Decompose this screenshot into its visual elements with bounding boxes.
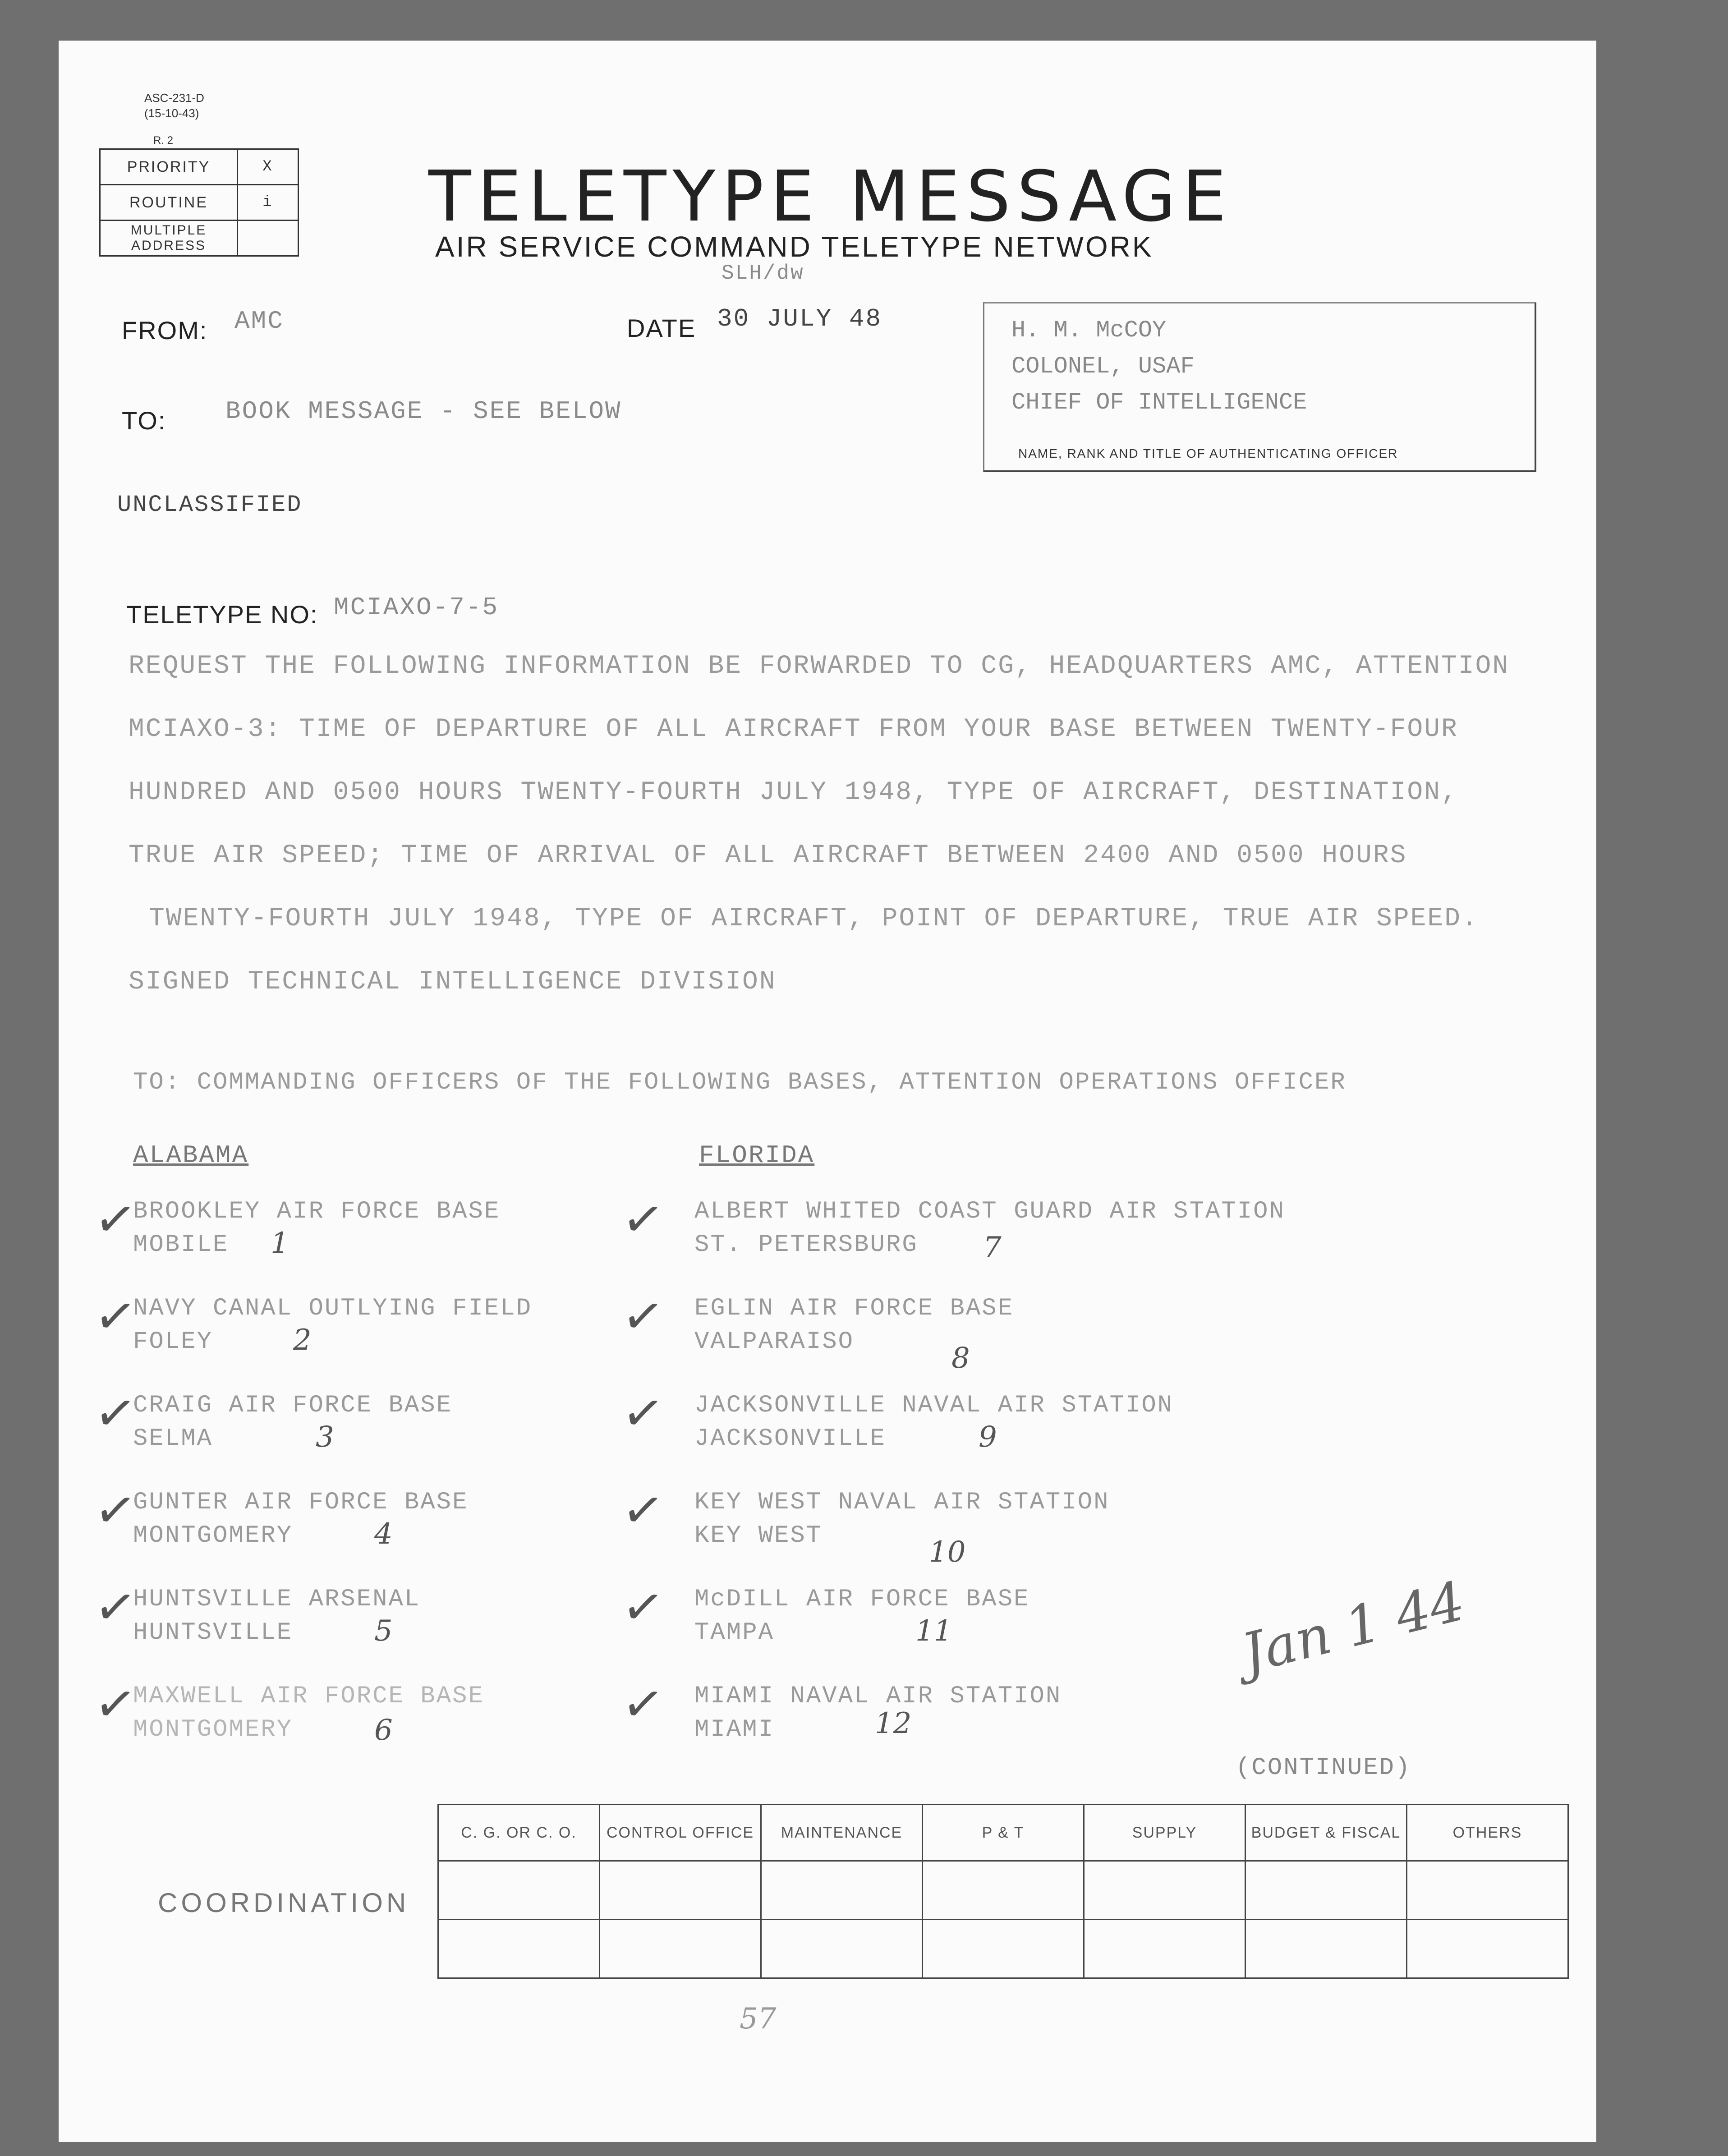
base-city: MOBILE bbox=[133, 1231, 229, 1259]
message-line: MCIAXO-3: TIME OF DEPARTURE OF ALL AIRCRAFT FROM YOUR BASE BETWEEN TWENTY-FOUR bbox=[129, 715, 1458, 744]
classification-mark: R. 2 bbox=[153, 134, 174, 147]
checkmark-icon: ✓ bbox=[618, 1188, 668, 1251]
coordination-cell bbox=[1084, 1861, 1245, 1920]
handwritten-number: 12 bbox=[875, 1707, 912, 1740]
base-city: JACKSONVILLE bbox=[694, 1425, 886, 1453]
base-city: KEY WEST bbox=[694, 1522, 823, 1549]
checkmark-icon: ✓ bbox=[91, 1188, 140, 1251]
handwritten-number: 3 bbox=[316, 1420, 334, 1454]
base-name: JACKSONVILLE NAVAL AIR STATION bbox=[694, 1392, 1174, 1419]
handwritten-number: 10 bbox=[929, 1535, 966, 1569]
checkmark-icon: ✓ bbox=[91, 1382, 140, 1445]
base-name: NAVY CANAL OUTLYING FIELD bbox=[133, 1295, 533, 1322]
coordination-cell bbox=[923, 1861, 1084, 1920]
document-title: TELETYPE MESSAGE bbox=[428, 156, 1233, 237]
coordination-cell bbox=[761, 1920, 923, 1978]
to-value: BOOK MESSAGE - SEE BELOW bbox=[225, 397, 622, 426]
coordination-column-header: MAINTENANCE bbox=[761, 1805, 923, 1861]
coordination-cell bbox=[1084, 1920, 1245, 1978]
coordination-cell bbox=[923, 1920, 1084, 1978]
coordination-column-header: BUDGET & FISCAL bbox=[1245, 1805, 1407, 1861]
form-number bbox=[144, 90, 204, 121]
officer-name: H. M. McCOY bbox=[1011, 317, 1167, 344]
base-city: MONTGOMERY bbox=[133, 1522, 293, 1549]
priority-table bbox=[99, 148, 299, 257]
checkmark-icon: ✓ bbox=[618, 1576, 668, 1639]
florida-heading: FLORIDA bbox=[699, 1141, 815, 1170]
continued-note: (CONTINUED) bbox=[1236, 1754, 1411, 1782]
coordination-row bbox=[438, 1861, 1568, 1920]
checkmark-icon: ✓ bbox=[91, 1479, 140, 1542]
base-name: MAXWELL AIR FORCE BASE bbox=[133, 1683, 484, 1710]
base-name: KEY WEST NAVAL AIR STATION bbox=[694, 1489, 1110, 1516]
checkmark-icon: ✓ bbox=[91, 1673, 140, 1736]
handwritten-number: 8 bbox=[951, 1342, 970, 1375]
checkmark-icon: ✓ bbox=[618, 1479, 668, 1542]
handwritten-number: 11 bbox=[915, 1614, 952, 1648]
coordination-header-row bbox=[438, 1805, 1568, 1861]
base-name: ALBERT WHITED COAST GUARD AIR STATION bbox=[694, 1198, 1285, 1225]
checkmark-icon: ✓ bbox=[91, 1285, 140, 1348]
date-label: DATE bbox=[627, 314, 696, 342]
authenticating-officer-box bbox=[983, 302, 1536, 472]
form-number-line-2: (15-10-43) bbox=[144, 106, 199, 120]
base-city: MONTGOMERY bbox=[133, 1716, 293, 1743]
typist-initials: SLH/dw bbox=[722, 262, 804, 285]
checkmark-icon: ✓ bbox=[91, 1576, 140, 1639]
handwritten-number: 2 bbox=[293, 1324, 312, 1357]
handwritten-number: 5 bbox=[374, 1614, 393, 1648]
alabama-heading: ALABAMA bbox=[133, 1141, 249, 1170]
base-city: VALPARAISO bbox=[694, 1328, 855, 1356]
coordination-cell bbox=[1407, 1920, 1568, 1978]
page-number: 57 bbox=[740, 2002, 777, 2036]
base-name: BROOKLEY AIR FORCE BASE bbox=[133, 1198, 501, 1225]
coordination-cell bbox=[438, 1920, 600, 1978]
message-line: TWENTY-FOURTH JULY 1948, TYPE OF AIRCRAFT, POINT OF DEPARTURE, TRUE AIR SPEED. bbox=[149, 904, 1479, 933]
coordination-cell bbox=[600, 1861, 761, 1920]
priority-label: PRIORITY bbox=[100, 149, 238, 185]
date-value: 30 JULY 48 bbox=[717, 304, 882, 333]
coordination-column-header: C. G. OR C. O. bbox=[438, 1805, 600, 1861]
teletype-number-value: MCIAXO-7-5 bbox=[334, 593, 499, 622]
teletype-number-label: TELETYPE NO: bbox=[126, 600, 318, 629]
base-city: ST. PETERSBURG bbox=[694, 1231, 918, 1259]
priority-row bbox=[100, 149, 299, 185]
authenticating-officer-lines bbox=[1011, 313, 1307, 421]
base-city: SELMA bbox=[133, 1425, 213, 1453]
base-name: EGLIN AIR FORCE BASE bbox=[694, 1295, 1014, 1322]
base-name: GUNTER AIR FORCE BASE bbox=[133, 1489, 469, 1516]
handwritten-annotation: Jan 1 44 bbox=[1236, 1570, 1471, 1686]
message-line: REQUEST THE FOLLOWING INFORMATION BE FORWARDED TO CG, HEADQUARTERS AMC, ATTENTION bbox=[129, 652, 1510, 681]
officer-title: CHIEF OF INTELLIGENCE bbox=[1011, 389, 1307, 416]
coordination-column-header: CONTROL OFFICE bbox=[600, 1805, 761, 1861]
message-line: TRUE AIR SPEED; TIME OF ARRIVAL OF ALL AIRCRAFT BETWEEN 2400 AND 0500 HOURS bbox=[129, 841, 1407, 870]
checkmark-icon: ✓ bbox=[618, 1382, 668, 1445]
message-line: HUNDRED AND 0500 HOURS TWENTY-FOURTH JULY 1948, TYPE OF AIRCRAFT, DESTINATION, bbox=[129, 778, 1458, 807]
teletype-message-page bbox=[59, 41, 1596, 2142]
officer-rank: COLONEL, USAF bbox=[1011, 353, 1195, 380]
base-city: MIAMI bbox=[694, 1716, 775, 1743]
handwritten-number: 6 bbox=[374, 1714, 393, 1747]
priority-mark: X bbox=[238, 149, 299, 185]
priority-box bbox=[99, 133, 299, 257]
base-name: HUNTSVILLE ARSENAL bbox=[133, 1586, 421, 1613]
handwritten-number: 9 bbox=[979, 1420, 997, 1454]
checkmark-icon: ✓ bbox=[618, 1285, 668, 1348]
from-label: FROM: bbox=[122, 316, 208, 345]
routine-mark: i bbox=[238, 185, 299, 221]
handwritten-number: 1 bbox=[271, 1227, 289, 1260]
coordination-cell bbox=[1245, 1920, 1407, 1978]
message-line: SIGNED TECHNICAL INTELLIGENCE DIVISION bbox=[129, 967, 777, 997]
form-number-line-1: ASC-231-D bbox=[144, 91, 204, 105]
coordination-table bbox=[437, 1804, 1569, 1979]
base-city: TAMPA bbox=[694, 1619, 775, 1646]
base-name: McDILL AIR FORCE BASE bbox=[694, 1586, 1030, 1613]
base-name: MIAMI NAVAL AIR STATION bbox=[694, 1683, 1062, 1710]
authenticating-officer-caption: NAME, RANK AND TITLE OF AUTHENTICATING OFFICER bbox=[1018, 446, 1398, 460]
coordination-column-header: OTHERS bbox=[1407, 1805, 1568, 1861]
multiple-address-mark bbox=[238, 221, 299, 256]
coordination-label: COORDINATION bbox=[158, 1888, 410, 1918]
handwritten-number: 7 bbox=[983, 1231, 1002, 1264]
coordination-column-header: SUPPLY bbox=[1084, 1805, 1245, 1861]
base-name: CRAIG AIR FORCE BASE bbox=[133, 1392, 453, 1419]
routine-label: ROUTINE bbox=[100, 185, 238, 221]
checkmark-icon: ✓ bbox=[618, 1673, 668, 1736]
to-label: TO: bbox=[122, 406, 166, 435]
coordination-cell bbox=[600, 1920, 761, 1978]
coordination-cell bbox=[1407, 1861, 1568, 1920]
routine-row bbox=[100, 185, 299, 221]
coordination-cell bbox=[761, 1861, 923, 1920]
handwritten-number: 4 bbox=[374, 1517, 393, 1551]
multiple-address-label: MULTIPLE ADDRESS bbox=[100, 221, 238, 256]
classification-stamp: UNCLASSIFIED bbox=[117, 492, 303, 518]
base-city: FOLEY bbox=[133, 1328, 213, 1356]
document-subtitle: AIR SERVICE COMMAND TELETYPE NETWORK bbox=[435, 230, 1154, 263]
coordination-column-header: P & T bbox=[923, 1805, 1084, 1861]
addressee-line: TO: COMMANDING OFFICERS OF THE FOLLOWING BASES, ATTENTION OPERATIONS OFFICER bbox=[133, 1069, 1347, 1096]
coordination-cell bbox=[438, 1861, 600, 1920]
from-value: AMC bbox=[234, 307, 284, 336]
multiple-address-row bbox=[100, 221, 299, 256]
coordination-cell bbox=[1245, 1861, 1407, 1920]
coordination-row bbox=[438, 1920, 1568, 1978]
base-city: HUNTSVILLE bbox=[133, 1619, 293, 1646]
